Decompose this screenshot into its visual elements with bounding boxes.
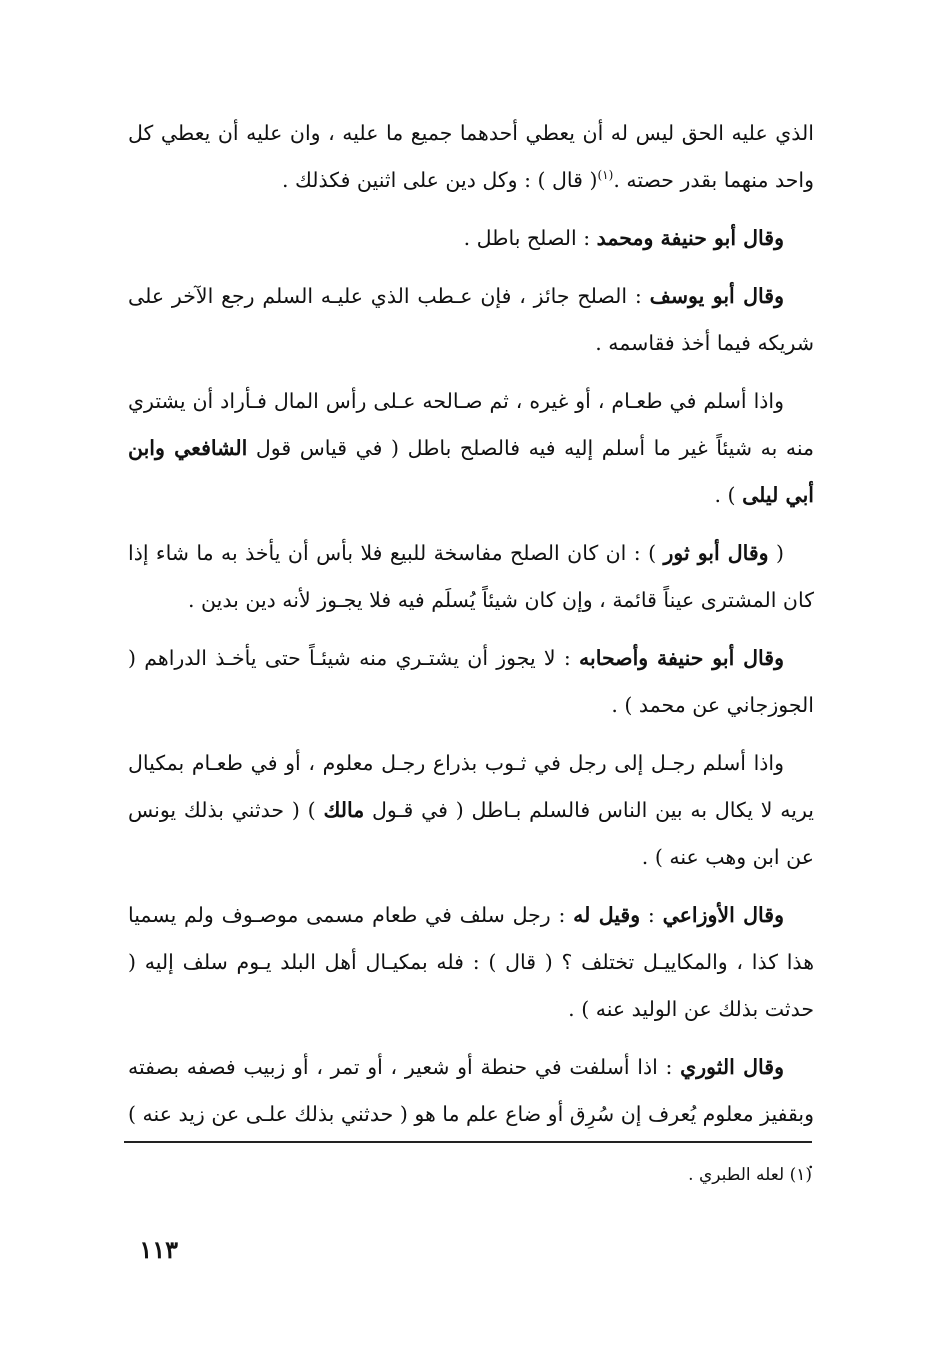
- paragraph: [128, 740, 814, 881]
- text-segment: : اذا أسلفت في حنطة أو شعير ، أو تمر ، أو زبيب فصفه بصفته وبقفيز معلوم يُعرف إن سُرِق أو ضاع علم ما هو ( حدثني بذلك علـى عن زيد عنه ) .: [128, 1055, 814, 1173]
- body-text: [128, 110, 814, 1196]
- text-segment: : رجل سلف في طعام مسمى موصـوف ولم يسميا هذا كذا ، والمكاييـل تختلف ؟ ( قال ) : فله بمكيـال أهل البلد يـوم سلف إليه ( حدثت بذلك عن الوليد عنه ) .: [128, 903, 814, 1021]
- text-segment: : الصلح جائز ، فإن عـطب الذي عليـه السلم رجع الآخر على شريكه فيما أخذ فقاسمه .: [128, 284, 814, 355]
- bold-name-text: وقال أبو حنيفة ومحمد: [596, 226, 784, 250]
- text-segment: ) : ان كان الصلح مفاسخة للبيع فلا بأس أن يأخذ به ما شاء إذا كان المشترى عيناً قائمة ، وإن كان شيئاً يُسلَم فيه فلا يجـوز لأنه دين بدين .: [128, 541, 814, 612]
- footnote-reference: (١): [597, 168, 614, 183]
- footnote: (١) لعله الطبري .: [688, 1165, 812, 1185]
- text-segment: ( قال ) : وكل دين على اثنين فكذلك .: [281, 168, 598, 192]
- paragraph: [128, 378, 814, 519]
- page-number: ١١٣: [139, 1235, 178, 1264]
- text-segment: ) .: [714, 483, 743, 507]
- text-segment: واذا أسلم في طعـام ، أو غيره ، ثم صـالحه عـلى رأس المال فـأراد أن يشتري منه به شيئاً غير ما أسلم إليه فيه فالصلح باطل ( في قياس قول: [128, 389, 814, 460]
- bold-name-text: الشافعي وابن أبي ليلى: [128, 436, 814, 507]
- bold-name-text: وقيل له: [573, 903, 641, 927]
- text-segment: : لا يجوز أن يشتـري منه شيئـاً حتى يأخـذ الدراهم ( الجوزجاني عن محمد ) .: [128, 646, 814, 717]
- bold-name-text: مالك: [323, 798, 365, 822]
- bold-name-text: وقال الثوري: [680, 1055, 784, 1079]
- footnote-divider: [124, 1141, 812, 1143]
- bold-name-text: وقال أبو يوسف: [649, 284, 784, 308]
- text-segment: :: [640, 903, 663, 927]
- bold-name-text: وقال أبو ثور: [663, 541, 769, 565]
- text-segment: الذي عليه الحق ليس له أن يعطي أحدهما جميع ما عليه ، وان عليه أن يعطي كل واحد منهما بقدر حصته .: [128, 121, 814, 192]
- text-segment: : الصلح باطل .: [463, 226, 597, 250]
- text-segment: (: [768, 541, 784, 565]
- bold-name-text: وقال أبو حنيفة وأصحابه: [579, 646, 784, 670]
- paragraph: [128, 215, 814, 262]
- paragraph: [128, 530, 814, 624]
- paragraph: [128, 892, 814, 1033]
- text-segment: ) ( حدثني بذلك يونس عن ابن وهب عنه ) .: [128, 798, 814, 869]
- paragraph: [128, 273, 814, 367]
- paragraph: [128, 635, 814, 729]
- text-segment: واذا أسلم رجـل إلى رجل في ثـوب بذراع رجـل معلوم ، أو في طعـام بمكيال يريه لا يكال به بين الناس فالسلم بـاطل ( في قـول: [128, 751, 814, 822]
- paragraph: [128, 110, 814, 204]
- bold-name-text: وقال الأوزاعي: [662, 903, 784, 927]
